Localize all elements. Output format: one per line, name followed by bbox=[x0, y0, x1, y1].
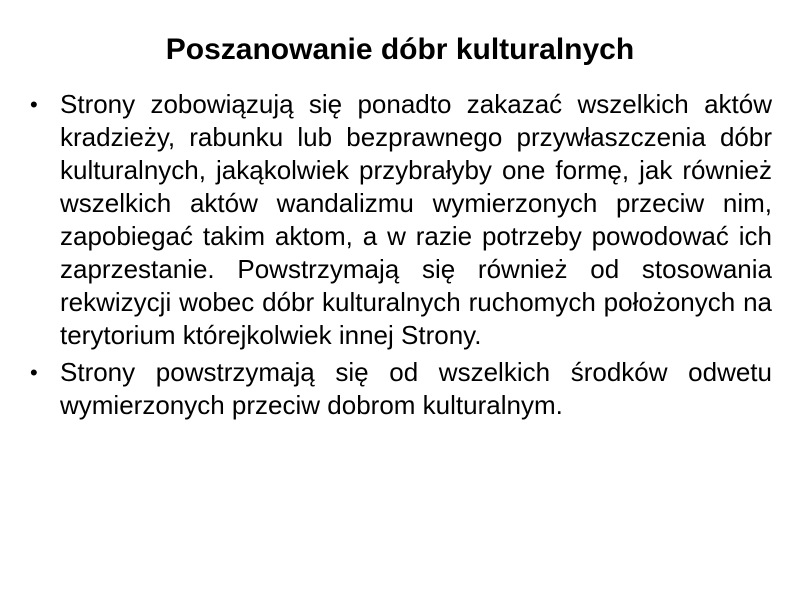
bullet-item bbox=[30, 356, 772, 422]
bullet-marker: • bbox=[30, 360, 38, 385]
bullet-text: Strony zobowiązują się ponadto zakazać wszelkich aktów kradzieży, rabunku lub bezprawnego przywłaszczenia dóbr kulturalnych, jakąkolwiek przybrałyby one formę, jak również wszelkich aktów wandalizmu wymierzonych przeciw nim, zapobiegać takim aktom, a w razie potrzeby powodować ich zaprzestanie. Powstrzymają się również od stosowania rekwizycji wobec dóbr kulturalnych ruchomych położonych na terytorium którejkolwiek innej Strony. bbox=[60, 89, 772, 350]
bullet-item bbox=[30, 88, 772, 352]
slide-title: Poszanowanie dóbr kulturalnych bbox=[165, 33, 635, 66]
bullet-list bbox=[30, 88, 772, 426]
bullet-text: Strony powstrzymają się od wszelkich środków odwetu wymierzonych przeciw dobrom kulturalnym. bbox=[60, 357, 772, 420]
bullet-marker: • bbox=[30, 92, 38, 117]
